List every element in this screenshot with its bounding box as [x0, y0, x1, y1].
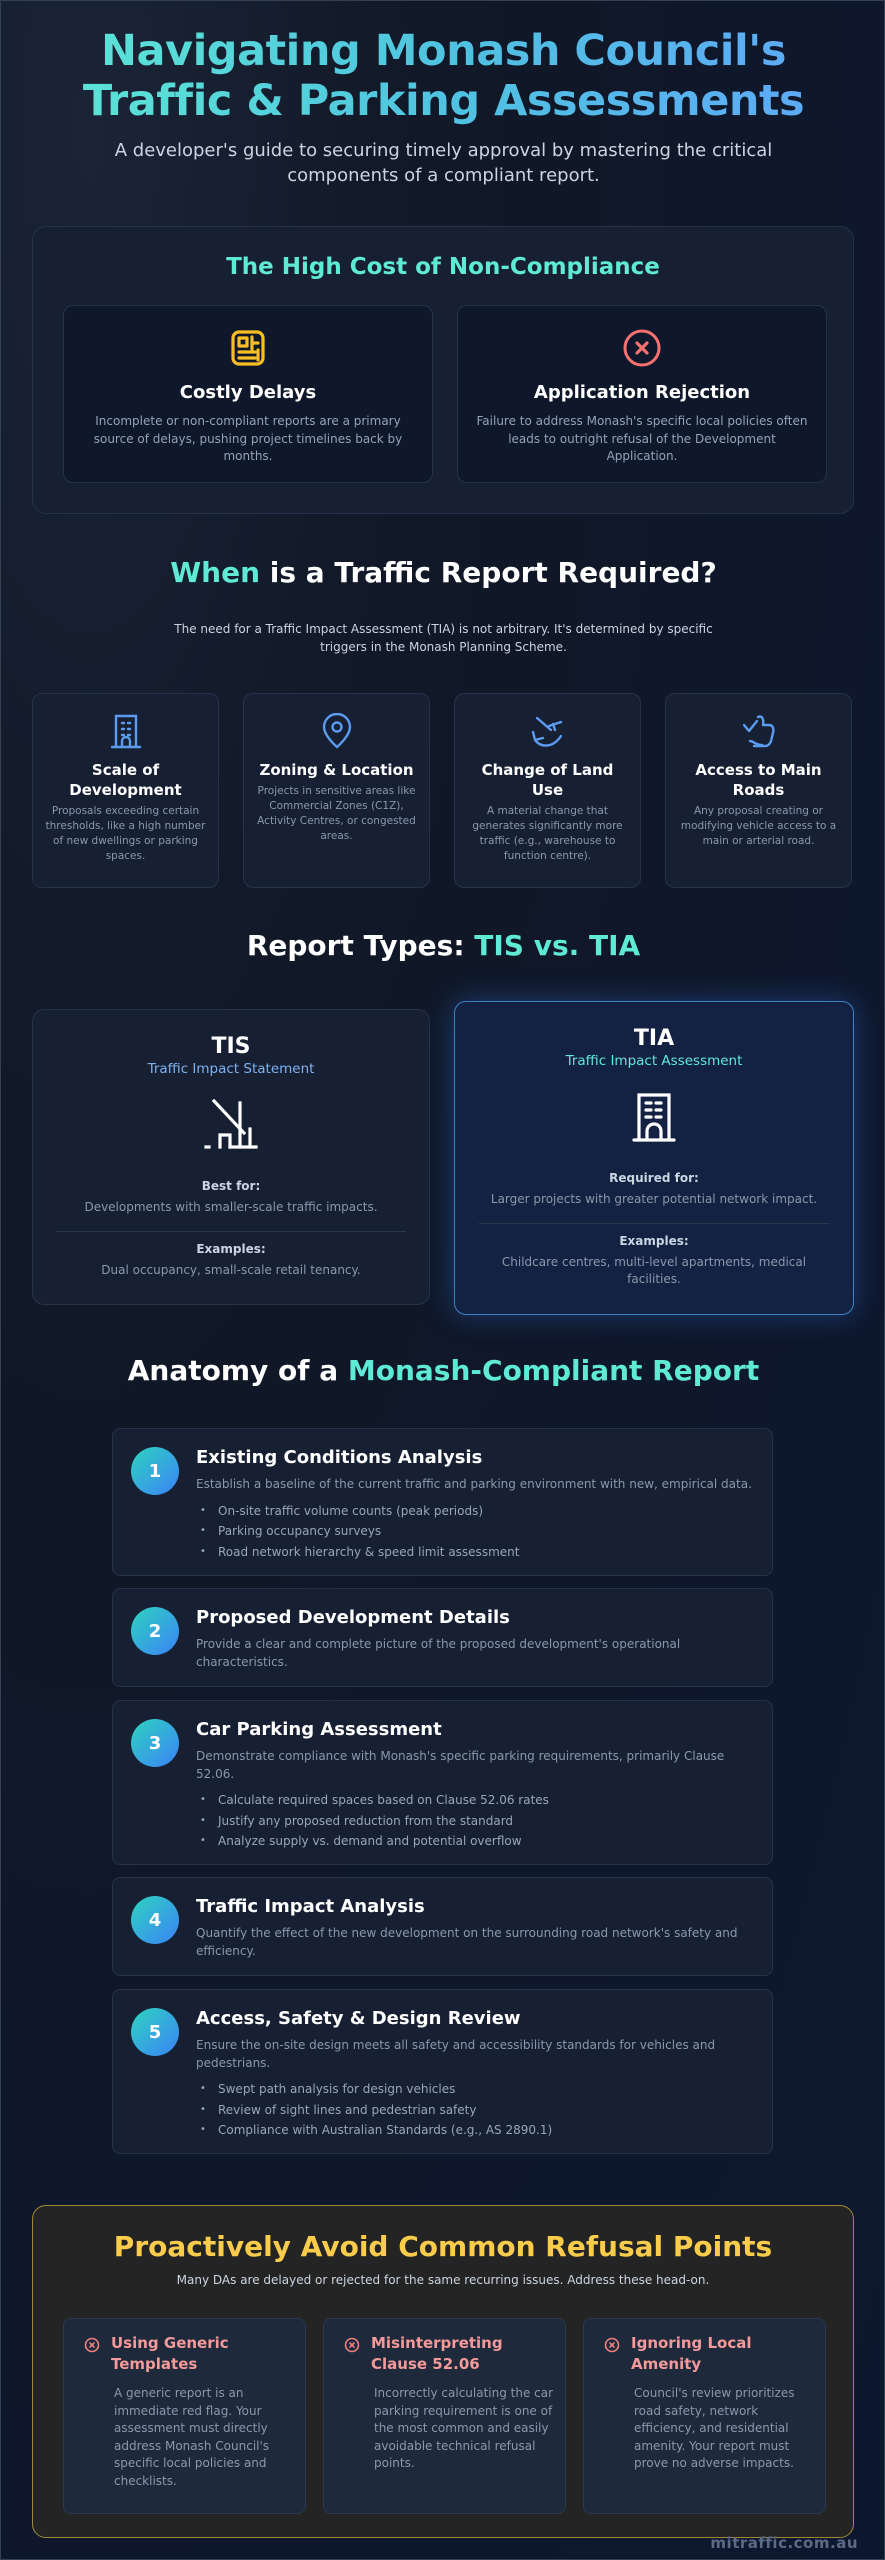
cost-card-delays	[63, 305, 433, 483]
step-bullet: • On-site traffic volume counts (peak periods)	[196, 1501, 754, 1522]
step-bullet: • Analyze supply vs. demand and potential overflow	[196, 1831, 754, 1852]
when-title-rest: is a Traffic Report Required?	[260, 556, 717, 589]
calendar-delay-icon	[64, 326, 432, 370]
trigger-text: A material change that generates significantly more traffic (e.g., warehouse to function centre).	[472, 805, 623, 862]
cost-section	[32, 226, 854, 514]
step-description: Quantify the effect of the new development on the surrounding road network's safety and efficiency.	[196, 1926, 738, 1958]
tia-abbr: TIA	[633, 1026, 675, 1051]
step-number-badge: 1	[131, 1447, 179, 1495]
trigger-title: Access to Main Roads	[695, 761, 822, 799]
title-line-2: Traffic & Parking Assessments	[82, 76, 805, 126]
page-subtitle: A developer's guide to securing timely approval by mastering the critical components of a compliant report.	[114, 140, 773, 186]
tis-label-examples: Examples:	[196, 1241, 266, 1256]
step-description: Ensure the on-site design meets all safety and accessibility standards for vehicles and pedestrians.	[196, 2038, 716, 2070]
tia-card	[454, 1001, 854, 1315]
trigger-title: Zoning & Location	[259, 761, 414, 779]
step-bullet: • Parking occupancy surveys	[196, 1521, 754, 1542]
report-step-4	[112, 1877, 773, 1976]
refusal-card-generic-templates	[63, 2318, 306, 2514]
step-title: Existing Conditions Analysis	[196, 1447, 483, 1468]
when-section-title	[1, 556, 885, 589]
when-title-accent: When	[170, 556, 261, 589]
access-road-icon	[666, 712, 851, 750]
cost-card-rejection	[457, 305, 827, 483]
tia-examples-value: Childcare centres, multi-level apartments, medical facilities.	[501, 1254, 807, 1286]
trigger-card-scale	[32, 693, 219, 888]
tis-best-for-value: Developments with smaller-scale traffic impacts.	[84, 1200, 378, 1214]
step-title: Car Parking Assessment	[196, 1719, 442, 1740]
step-number-badge: 3	[131, 1719, 179, 1767]
report-step-3	[112, 1700, 773, 1865]
step-title: Proposed Development Details	[196, 1607, 510, 1628]
step-title: Traffic Impact Analysis	[196, 1896, 425, 1917]
step-bullet-list	[196, 2079, 754, 2141]
building-icon	[33, 712, 218, 750]
circle-x-icon	[604, 2337, 620, 2357]
footer-brand-watermark: mitraffic.com.au	[710, 2534, 858, 2552]
title-line-1: Navigating Monash Council's	[101, 26, 786, 76]
anatomy-section-title	[1, 1354, 885, 1387]
tis-label-best-for: Best for:	[201, 1179, 261, 1193]
trigger-card-access	[665, 693, 852, 888]
tis-card	[32, 1009, 430, 1305]
small-chart-icon	[33, 1095, 429, 1155]
step-bullet: • Calculate required spaces based on Clause 52.06 rates	[196, 1790, 754, 1811]
divider	[479, 1223, 829, 1224]
step-bullet: • Swept path analysis for design vehicles	[196, 2079, 754, 2100]
types-section-title	[1, 929, 885, 962]
refusal-card-text: Council's review prioritizes road safety, network efficiency, and residential amenity. Your report must prove no adverse impacts.	[634, 2386, 795, 2470]
trigger-card-land-use	[454, 693, 641, 888]
when-section-subtitle: The need for a Traffic Impact Assessment (TIA) is not arbitrary. It's determined by specific triggers in the Monash Planning Scheme.	[174, 622, 713, 654]
cost-card-title: Application Rejection	[533, 382, 751, 403]
cost-card-title: Costly Delays	[179, 382, 317, 403]
report-step-2	[112, 1588, 773, 1687]
building-icon	[455, 1087, 853, 1147]
step-bullet-list	[196, 1501, 754, 1563]
change-arrows-icon	[455, 712, 640, 750]
page-title	[1, 26, 885, 126]
report-step-1	[112, 1428, 773, 1576]
trigger-title: Scale of Development	[69, 761, 182, 799]
circle-x-icon	[458, 326, 826, 370]
circle-x-icon	[84, 2337, 100, 2357]
divider	[56, 1231, 406, 1232]
types-title-accent: TIS vs. TIA	[474, 929, 641, 962]
refusal-card-text: A generic report is an immediate red flag. Your assessment must directly address Monash Council's specific local policies and checklists.	[114, 2386, 270, 2488]
tia-label-required-for: Required for:	[609, 1171, 699, 1185]
step-number-badge: 2	[131, 1607, 179, 1655]
tia-label-examples: Examples:	[619, 1233, 689, 1248]
anatomy-title-plain: Anatomy of a	[127, 1354, 348, 1387]
step-number-badge: 5	[131, 2008, 179, 2056]
map-pin-icon	[244, 712, 429, 750]
tis-abbr: TIS	[211, 1034, 251, 1059]
refusal-section-subtitle: Many DAs are delayed or rejected for the same recurring issues. Address these head-on.	[176, 2273, 710, 2287]
refusal-card-text: Incorrectly calculating the car parking requirement is one of the most common and easily avoidable technical refusal points.	[374, 2386, 554, 2470]
step-number-badge: 4	[131, 1896, 179, 1944]
step-bullet: • Road network hierarchy & speed limit assessment	[196, 1542, 754, 1563]
refusal-card-local-amenity	[583, 2318, 826, 2514]
tia-required-for-value: Larger projects with greater potential network impact.	[490, 1192, 818, 1206]
trigger-title: Change of Land Use	[481, 761, 614, 799]
anatomy-title-accent: Monash-Compliant Report	[347, 1354, 760, 1387]
step-description: Demonstrate compliance with Monash's specific parking requirements, primarily Clause 52.06.	[196, 1749, 725, 1781]
step-bullet: • Justify any proposed reduction from the standard	[196, 1811, 754, 1832]
types-title-plain: Report Types:	[246, 929, 475, 962]
refusal-section-title: Proactively Avoid Common Refusal Points	[113, 2230, 773, 2263]
report-step-5	[112, 1989, 773, 2154]
cost-card-text: Failure to address Monash's specific local policies often leads to outright refusal of the Development Application.	[476, 414, 808, 463]
refusal-card-clause-5206	[323, 2318, 566, 2514]
trigger-card-zoning	[243, 693, 430, 888]
refusal-section	[32, 2205, 854, 2538]
step-title: Access, Safety & Design Review	[196, 2008, 521, 2029]
trigger-text: Any proposal creating or modifying vehicle access to a main or arterial road.	[680, 805, 837, 847]
refusal-card-title: Using Generic Templates	[111, 2334, 229, 2373]
tis-full-name: Traffic Impact Statement	[147, 1061, 315, 1077]
tis-examples-value: Dual occupancy, small-scale retail tenancy.	[101, 1262, 361, 1277]
step-bullet-list	[196, 1790, 754, 1852]
cost-card-text: Incomplete or non-compliant reports are a primary source of delays, pushing project timelines back by months.	[93, 414, 403, 463]
step-description: Establish a baseline of the current traffic and parking environment with new, empirical data.	[196, 1477, 752, 1491]
hero-header	[1, 26, 885, 188]
step-bullet: • Review of sight lines and pedestrian safety	[196, 2100, 754, 2121]
step-bullet: • Compliance with Australian Standards (e.g., AS 2890.1)	[196, 2120, 754, 2141]
step-description: Provide a clear and complete picture of the proposed development's operational characteristics.	[196, 1637, 681, 1669]
cost-section-title: The High Cost of Non-Compliance	[226, 254, 660, 280]
trigger-text: Proposals exceeding certain thresholds, like a high number of new dwellings or parking spaces.	[45, 805, 206, 862]
trigger-cards	[32, 693, 852, 888]
circle-x-icon	[344, 2337, 360, 2357]
refusal-card-title: Ignoring Local Amenity	[631, 2334, 752, 2373]
tia-full-name: Traffic Impact Assessment	[565, 1053, 743, 1069]
refusal-card-title: Misinterpreting Clause 52.06	[371, 2334, 503, 2373]
trigger-text: Projects in sensitive areas like Commercial Zones (C1Z), Activity Centres, or congested areas.	[257, 785, 416, 842]
